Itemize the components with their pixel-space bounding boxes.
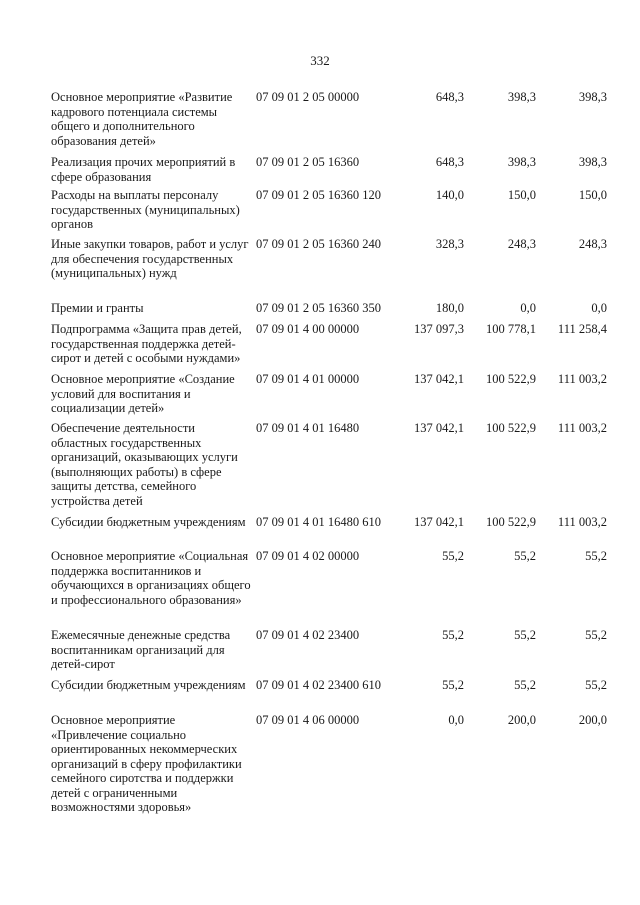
row-name: Ежемесячные денежные средства воспитанникам организаций для детей-сирот (51, 628, 231, 671)
row-name: Основное мероприятие «Привлечение социально ориентированных некоммерческих организаций в сферу профилактики семейного сиротства и поддержки детей с ограниченными возможностями здоровья» (51, 713, 242, 814)
row-name: Подпрограмма «Защита прав детей, государственная поддержка детей-сирот и детей с особыми нуждами» (51, 322, 242, 365)
row-value-2: 55,2 (514, 678, 536, 692)
row-name: Премии и гранты (51, 301, 144, 315)
row-name: Субсидии бюджетным учреждениям (51, 678, 246, 692)
row-code: 07 09 01 4 02 23400 610 (256, 678, 381, 692)
row-value-1: 137 042,1 (414, 372, 464, 386)
row-value-2: 398,3 (507, 90, 536, 104)
row-value-2: 100 522,9 (486, 515, 536, 529)
row-value-3: 111 003,2 (557, 515, 607, 529)
row-name: Иные закупки товаров, работ и услуг для обеспечения государственных (муниципальных) нужд (51, 237, 249, 280)
page-number: 332 (310, 53, 330, 68)
row-name: Реализация прочих мероприятий в сфере образования (51, 155, 236, 184)
row-code: 07 09 01 2 05 16360 240 (256, 237, 381, 251)
row-value-2: 55,2 (514, 628, 536, 642)
row-value-3: 398,3 (578, 155, 607, 169)
row-code: 07 09 01 4 06 00000 (256, 713, 360, 727)
row-code: 07 09 01 4 01 00000 (256, 372, 360, 386)
row-value-1: 180,0 (435, 301, 464, 315)
row-value-2: 100 522,9 (486, 421, 536, 435)
row-value-1: 137 042,1 (414, 421, 464, 435)
row-value-1: 648,3 (435, 155, 464, 169)
row-value-3: 150,0 (578, 188, 607, 202)
row-code: 07 09 01 4 01 16480 610 (256, 515, 381, 529)
row-code: 07 09 01 2 05 16360 120 (256, 188, 381, 202)
row-value-1: 648,3 (435, 90, 464, 104)
row-name: Субсидии бюджетным учреждениям (51, 515, 246, 529)
row-code: 07 09 01 2 05 16360 (256, 155, 360, 169)
row-name: Обеспечение деятельности областных государственных организаций, оказывающих услуги (выполняющих работы) в сфере защиты детства, семейного устройства детей (51, 421, 238, 508)
row-value-1: 55,2 (442, 678, 464, 692)
row-name: Основное мероприятие «Создание условий для воспитания и социализации детей» (51, 372, 235, 415)
row-code: 07 09 01 4 02 23400 (256, 628, 360, 642)
row-name: Основное мероприятие «Развитие кадрового потенциала системы общего и дополнительного образования детей» (51, 90, 233, 148)
row-code: 07 09 01 2 05 00000 (256, 90, 360, 104)
row-value-3: 0,0 (591, 301, 607, 315)
row-value-1: 55,2 (442, 549, 464, 563)
row-code: 07 09 01 4 02 00000 (256, 549, 360, 563)
row-value-2: 0,0 (520, 301, 536, 315)
row-value-1: 55,2 (442, 628, 464, 642)
row-value-3: 200,0 (578, 713, 607, 727)
row-value-2: 150,0 (507, 188, 536, 202)
row-value-1: 328,3 (435, 237, 464, 251)
row-value-2: 100 522,9 (486, 372, 536, 386)
row-code: 07 09 01 4 00 00000 (256, 322, 360, 336)
row-value-1: 137 097,3 (414, 322, 464, 336)
row-code: 07 09 01 2 05 16360 350 (256, 301, 381, 315)
row-name: Расходы на выплаты персоналу государственных (муниципальных) органов (51, 188, 240, 231)
row-value-2: 55,2 (514, 549, 536, 563)
row-value-2: 398,3 (507, 155, 536, 169)
row-value-3: 55,2 (585, 678, 607, 692)
row-value-3: 55,2 (585, 549, 607, 563)
row-value-1: 0,0 (448, 713, 464, 727)
row-value-3: 248,3 (578, 237, 607, 251)
row-value-2: 248,3 (507, 237, 536, 251)
row-value-3: 111 003,2 (557, 421, 607, 435)
row-value-3: 111 003,2 (557, 372, 607, 386)
row-value-3: 55,2 (585, 628, 607, 642)
row-value-2: 200,0 (507, 713, 536, 727)
row-value-3: 111 258,4 (557, 322, 607, 336)
row-value-1: 140,0 (435, 188, 464, 202)
row-value-3: 398,3 (578, 90, 607, 104)
row-code: 07 09 01 4 01 16480 (256, 421, 360, 435)
row-name: Основное мероприятие «Социальная поддержка воспитанников и обучающихся в организациях общего и профессионального образования» (51, 549, 251, 607)
row-value-2: 100 778,1 (486, 322, 536, 336)
row-value-1: 137 042,1 (414, 515, 464, 529)
